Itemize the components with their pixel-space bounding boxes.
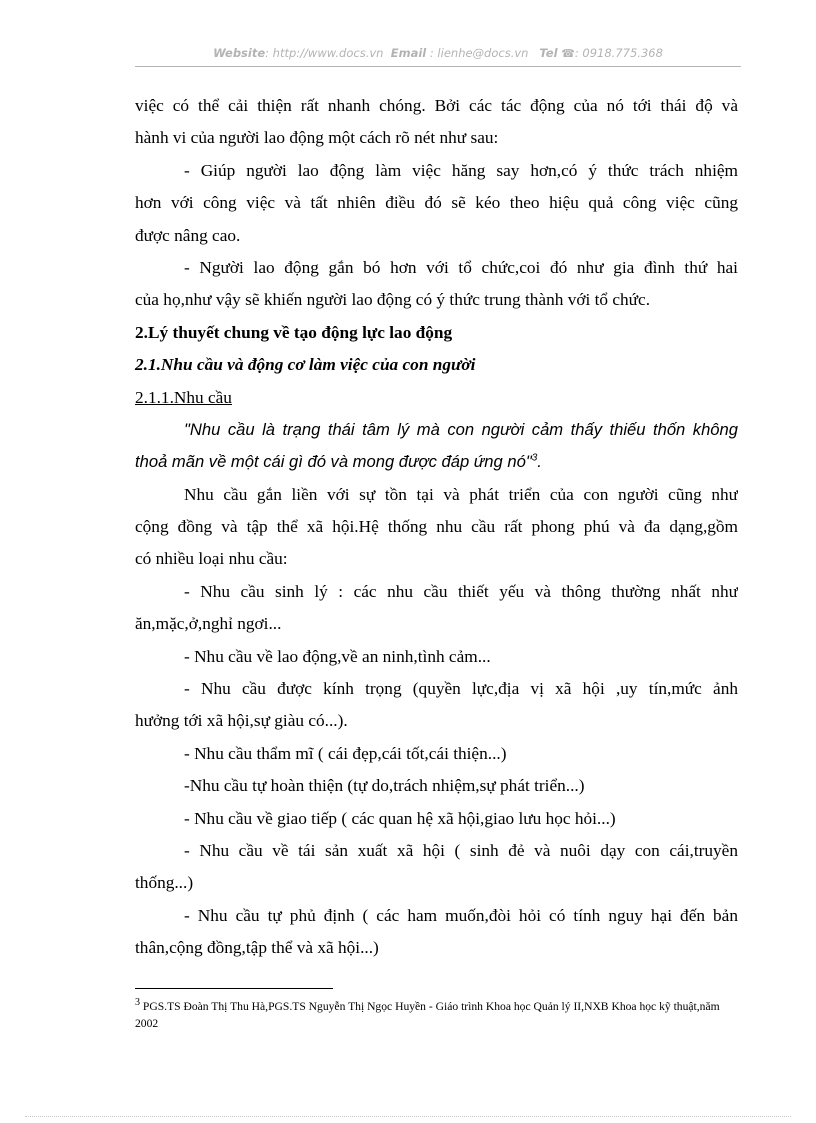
text-line: hành vi của người lao động một cách rõ nét như sau: <box>135 128 499 148</box>
website-label: Website <box>213 46 266 60</box>
page-header <box>135 46 741 60</box>
email-label: Email <box>390 46 427 60</box>
footnote-number: 3 <box>135 997 140 1009</box>
footnote-divider <box>135 988 333 989</box>
footnote <box>135 998 738 1032</box>
bullet-line: - Giúp người lao động làm việc hăng say hơn,có ý thức trách nhiệm <box>184 160 738 180</box>
text-line: có nhiều loại nhu cầu: <box>135 549 288 569</box>
text-line: của họ,như vậy sẽ khiến người lao động có ý thức trung thành với tổ chức. <box>135 290 651 310</box>
header-divider <box>135 66 741 67</box>
text-line: cộng đồng và tập thể xã hội.Hệ thống nhu cầu rất phong phú và đa dạng,gồm <box>135 517 738 537</box>
bullet-line: - Nhu cầu sinh lý : các nhu cầu thiết yếu và thông thường nhất như <box>184 581 738 601</box>
telephone-icon: ☎ <box>561 47 575 60</box>
quote-line: "Nhu cầu là trạng thái tâm lý mà con người cảm thấy thiếu thốn không <box>184 419 738 439</box>
tel-label: Tel <box>539 46 558 60</box>
quote-line <box>135 446 738 478</box>
bullet-line: - Nhu cầu về lao động,về an ninh,tình cảm... <box>184 646 491 666</box>
text-line: thống...) <box>135 873 194 893</box>
email-value: : lienhe@docs.vn <box>426 46 529 60</box>
document-body <box>135 90 738 965</box>
bullet-line: - Nhu cầu được kính trọng (quyền lực,địa vị xã hội ,uy tín,mức ảnh <box>184 679 738 699</box>
text-line: việc có thể cải thiện rất nhanh chóng. Bởi các tác động của nó tới thái độ và <box>135 96 738 115</box>
text-line: hơn với công việc và tất nhiên điều đó sẽ kéo theo hiệu quả công việc cũng <box>135 193 738 213</box>
tel-value: : 0918.775.368 <box>574 46 663 60</box>
bullet-line: - Nhu cầu thẩm mĩ ( cái đẹp,cái tốt,cái thiện...) <box>184 743 507 763</box>
text-line: Nhu cầu gắn liền với sự tồn tại và phát triển của con người cũng như <box>184 484 738 504</box>
website-value: : http://www.docs.vn <box>265 46 384 60</box>
bullet-line: - Nhu cầu về giao tiếp ( các quan hệ xã hội,giao lưu học hỏi...) <box>184 808 616 828</box>
bullet-line: -Nhu cầu tự hoàn thiện (tự do,trách nhiệm,sự phát triển...) <box>184 776 585 796</box>
text-line: được nâng cao. <box>135 225 241 245</box>
subsubsection-heading: 2.1.1.Nhu cầu <box>135 387 232 407</box>
footnote-ref: 3 <box>531 452 538 464</box>
text-line: thân,cộng đồng,tập thể và xã hội...) <box>135 938 379 958</box>
section-heading: 2.Lý thuyết chung về tạo động lực lao động <box>135 322 453 342</box>
quote-text: thoả mãn về một cái gì đó và mong được đáp ứng nó" <box>135 452 532 472</box>
bullet-line: - Nhu cầu tự phủ định ( các ham muốn,đòi hỏi có tính nguy hại đến bản <box>184 905 738 925</box>
page-bottom-border <box>25 1116 791 1117</box>
text-line: ăn,mặc,ở,nghỉ ngơi... <box>135 614 282 634</box>
quote-end: . <box>537 452 542 472</box>
footnote-text: PGS.TS Đoàn Thị Thu Hà,PGS.TS Nguyễn Thị Ngọc Huyền - Giáo trình Khoa học Quản lý II,NXB Khoa học kỹ thuật,năm 2002 <box>135 1000 720 1030</box>
bullet-line: - Nhu cầu về tái sản xuất xã hội ( sinh đẻ và nuôi dạy con cái,truyền <box>184 840 738 860</box>
text-line: hưởng tới xã hội,sự giàu có...). <box>135 711 348 731</box>
bullet-line: - Người lao động gắn bó hơn với tổ chức,coi đó như gia đình thứ hai <box>184 257 738 277</box>
subsection-heading: 2.1.Nhu cầu và động cơ làm việc của con người <box>135 355 476 375</box>
